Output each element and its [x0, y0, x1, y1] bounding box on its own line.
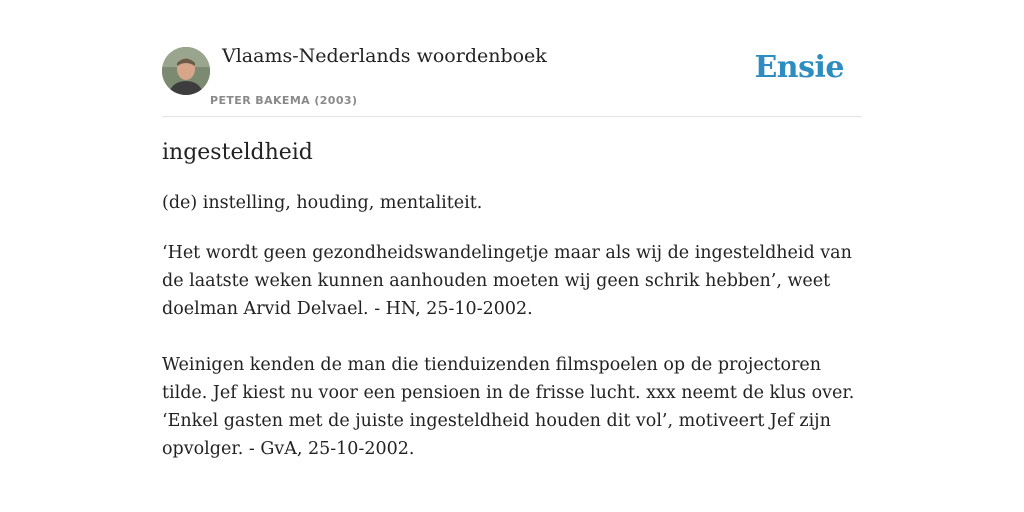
entry-definition: (de) instelling, houding, mentaliteit.: [162, 193, 483, 213]
entry-examples: [162, 239, 862, 491]
avatar-photo-icon: [162, 47, 210, 95]
entry-word: ingesteldheid: [162, 140, 313, 165]
header: [162, 0, 862, 117]
entry-card: [162, 0, 862, 459]
brand-logo[interactable]: Ensie: [754, 50, 844, 85]
example-paragraph: Weinigen kenden de man die tienduizenden filmspoelen op de projectoren tilde. Jef kiest nu voor een pensioen in de frisse lucht. xxx neemt de klus over. ‘Enkel gasten met de juiste ingesteldheid houden dit vol’, motiveert Jef zijn opvolger. - GvA, 25-10-2002.: [162, 355, 855, 459]
example-paragraph: ‘Het wordt geen gezondheidswandelingetje maar als wij de ingesteldheid van de laatste weken kunnen aanhouden moeten wij geen schrik hebben’, weet doelman Arvid Delvael. - HN, 25-10-2002.: [162, 243, 852, 319]
dictionary-title[interactable]: Vlaams-Nederlands woordenboek: [222, 45, 547, 67]
author-avatar[interactable]: [162, 47, 210, 95]
author-name[interactable]: PETER BAKEMA (2003): [210, 94, 358, 107]
